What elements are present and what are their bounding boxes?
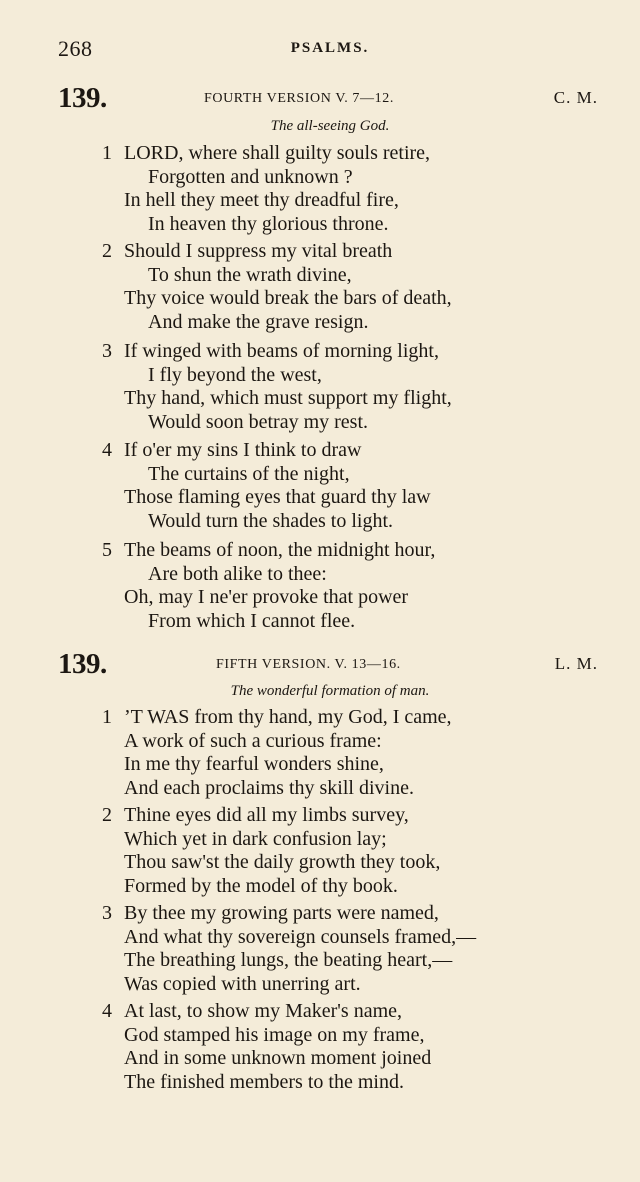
- stanza-number: 4: [102, 1000, 112, 1022]
- stanza: [102, 902, 476, 996]
- verse-line: And in some unknown moment joined: [124, 1047, 432, 1069]
- stanza-number: 1: [102, 706, 112, 728]
- meter-label: C. M.: [553, 88, 598, 107]
- verse-line: Oh, may I ne'er provoke that power: [124, 586, 409, 608]
- verse-line: And each proclaims thy skill divine.: [124, 776, 414, 799]
- verse-line: If winged with beams of morning light,: [124, 340, 439, 362]
- stanza: [102, 142, 430, 236]
- hymn-subtitle: The all-seeing God.: [270, 118, 390, 134]
- stanza: [102, 439, 431, 533]
- stanza-number: 1: [102, 142, 112, 164]
- running-title: PSALMS.: [290, 40, 370, 56]
- verse-line: From which I cannot flee.: [148, 609, 356, 632]
- verse-line: Thine eyes did all my limbs survey,: [124, 804, 409, 826]
- hymn-heading: [58, 648, 602, 678]
- verse-line: I fly beyond the west,: [148, 363, 322, 386]
- stanza-number: 2: [102, 804, 112, 826]
- hymn-heading: [58, 82, 602, 112]
- verse-line: To shun the wrath divine,: [148, 263, 352, 286]
- meter-label: L. M.: [554, 654, 598, 673]
- stanza: [102, 804, 440, 898]
- verse-line: And what thy sovereign counsels framed,—: [124, 925, 477, 948]
- stanza: [102, 1000, 431, 1094]
- hymn-number: 139.: [58, 82, 107, 114]
- stanza: [102, 340, 452, 434]
- hymn-number: 139.: [58, 648, 107, 680]
- verse-line: ’T WAS from thy hand, my God, I came,: [124, 706, 452, 728]
- verse-line: Should I suppress my vital breath: [124, 240, 393, 262]
- verse-line: The beams of noon, the midnight hour,: [124, 539, 436, 561]
- verse-line: Formed by the model of thy book.: [124, 874, 398, 897]
- stanza-number: 5: [102, 539, 112, 561]
- verse-line: The breathing lungs, the beating heart,—: [124, 949, 453, 971]
- verse-line: In me thy fearful wonders shine,: [124, 753, 384, 775]
- verse-line: Would turn the shades to light.: [148, 509, 394, 532]
- verse-line: By thee my growing parts were named,: [124, 902, 439, 924]
- stanza: [102, 240, 452, 334]
- verse-line: LORD, where shall guilty souls retire,: [124, 142, 431, 164]
- verse-line: Thy voice would break the bars of death,: [124, 287, 452, 309]
- verse-line: If o'er my sins I think to draw: [124, 439, 362, 461]
- version-label: FIFTH VERSION. V. 13—16.: [216, 657, 401, 672]
- stanza-number: 3: [102, 340, 112, 362]
- verse-line: Are both alike to thee:: [148, 562, 327, 585]
- version-label: FOURTH VERSION V. 7—12.: [204, 91, 394, 106]
- verse-line: Which yet in dark confusion lay;: [124, 827, 387, 850]
- verse-line: In heaven thy glorious throne.: [148, 212, 389, 235]
- stanza-number: 2: [102, 240, 112, 262]
- verse-line: Would soon betray my rest.: [148, 410, 369, 433]
- hymn-subtitle: The wonderful formation of man.: [230, 683, 430, 699]
- page-number: 268: [58, 36, 93, 61]
- stanza: [102, 539, 435, 633]
- verse-line: God stamped his image on my frame,: [124, 1023, 425, 1046]
- verse-line: And make the grave resign.: [148, 310, 369, 333]
- stanza-number: 3: [102, 902, 112, 924]
- stanza-number: 4: [102, 439, 112, 461]
- verse-line: Thou saw'st the daily growth they took,: [124, 851, 441, 873]
- verse-line: The finished members to the mind.: [124, 1070, 404, 1093]
- stanza: [102, 706, 452, 800]
- verse-line: In hell they meet thy dreadful fire,: [124, 189, 399, 211]
- verse-line: A work of such a curious frame:: [124, 729, 382, 752]
- verse-line: The curtains of the night,: [148, 462, 350, 485]
- verse-line: Was copied with unerring art.: [124, 972, 361, 995]
- verse-line: Those flaming eyes that guard thy law: [124, 486, 431, 508]
- verse-line: Thy hand, which must support my flight,: [124, 387, 452, 409]
- verse-line: Forgotten and unknown ?: [148, 165, 353, 188]
- verse-line: At last, to show my Maker's name,: [124, 1000, 403, 1022]
- running-head: [58, 36, 602, 62]
